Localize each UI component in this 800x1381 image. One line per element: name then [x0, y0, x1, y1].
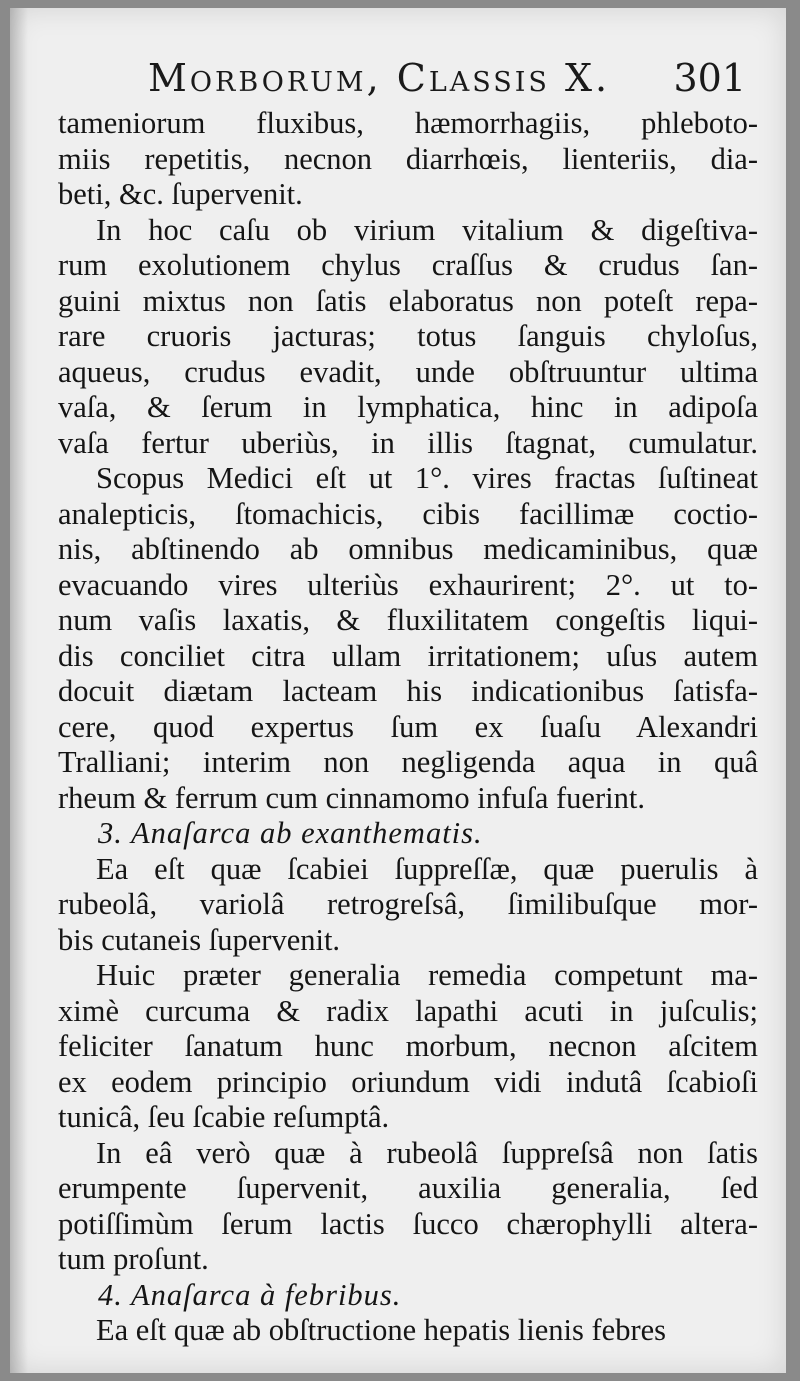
text-line: num vaſis laxatis, & fluxilitatem congeſtis liqui-	[58, 603, 758, 637]
text-line: Scopus Medici eſt ut 1°. vires fractas ſuſtineat	[96, 461, 758, 495]
page-header	[148, 56, 768, 106]
text-line: dis conciliet citra ullam irritationem; uſus autem	[58, 638, 758, 673]
text-line: vaſa fertur uberiùs, in illis ſtagnat, cumulatur.	[58, 425, 758, 460]
text-line: aqueus, crudus evadit, unde obſtruuntur ultima	[58, 354, 758, 389]
text-line: rum exolutionem chylus craſſus & crudus ſan-	[58, 248, 758, 282]
text-line: vaſa, & ſerum in lymphatica, hinc in adipoſa	[58, 390, 758, 424]
running-head: Morborum, Classis X.	[148, 56, 611, 100]
section-heading: 3. Anaſarca ab exanthematis.	[98, 816, 483, 850]
text-line: feliciter ſanatum hunc morbum, necnon aſcitem	[58, 1029, 758, 1063]
text-line: bis cutaneis ſupervenit.	[58, 922, 341, 957]
text-line: evacuando vires ulteriùs exhaurirent; 2°. ut to-	[58, 567, 758, 602]
text-line: In eâ verò quæ à rubeolâ ſuppreſsâ non ſatis	[96, 1135, 758, 1170]
text-line: ximè curcuma & radix lapathi acuti in juſculis;	[58, 993, 758, 1028]
text-line: tunicâ, ſeu ſcabie reſumptâ.	[58, 1100, 390, 1134]
text-line: rare cruoris jacturas; totus ſanguis chyloſus,	[58, 319, 758, 353]
text-line: beti, &c. ſupervenit.	[58, 177, 303, 211]
text-line: analepticis, ſtomachicis, cibis facillimæ coctio-	[58, 496, 758, 531]
text-line: Huic præter generalia remedia competunt ma-	[96, 958, 758, 992]
text-line: cere, quod expertus ſum ex ſuaſu Alexandri	[58, 709, 758, 744]
text-line: rheum & ferrum cum cinnamomo infuſa fuerint.	[58, 780, 645, 815]
text-line: rubeolâ, variolâ retrogreſsâ, ſimilibuſque mor-	[58, 887, 758, 921]
body-text	[58, 106, 758, 1349]
text-line: potiſſimùm ſerum lactis ſucco chærophylli altera-	[58, 1206, 758, 1241]
page-number: 301	[673, 56, 746, 100]
text-line: tum proſunt.	[58, 1242, 209, 1276]
text-line: Ea eſt quæ ſcabiei ſuppreſſæ, quæ puerulis à	[96, 851, 758, 886]
text-line: Ea eſt quæ ab obſtructione hepatis lienis febres	[96, 1313, 667, 1347]
text-line: guini mixtus non ſatis elaboratus non poteſt repa-	[58, 283, 758, 318]
text-line: ex eodem principio oriundum vidi indutâ ſcabioſi	[58, 1064, 758, 1099]
text-line: docuit diætam lacteam his indicationibus ſatisfa-	[58, 674, 758, 708]
text-line: In hoc caſu ob virium vitalium & digeſtiva-	[96, 212, 758, 247]
text-line: tameniorum fluxibus, hæmorrhagiis, phleboto-	[58, 106, 758, 140]
book-page	[10, 8, 786, 1373]
section-heading: 4. Anaſarca à febribus.	[98, 1277, 402, 1312]
text-line: erumpente ſupervenit, auxilia generalia, ſed	[58, 1171, 758, 1205]
text-line: miis repetitis, necnon diarrhœis, lienteriis, dia-	[58, 141, 758, 176]
text-line: Tralliani; interim non negligenda aqua in quâ	[58, 745, 758, 779]
text-line: nis, abſtinendo ab omnibus medicaminibus, quæ	[58, 532, 758, 566]
